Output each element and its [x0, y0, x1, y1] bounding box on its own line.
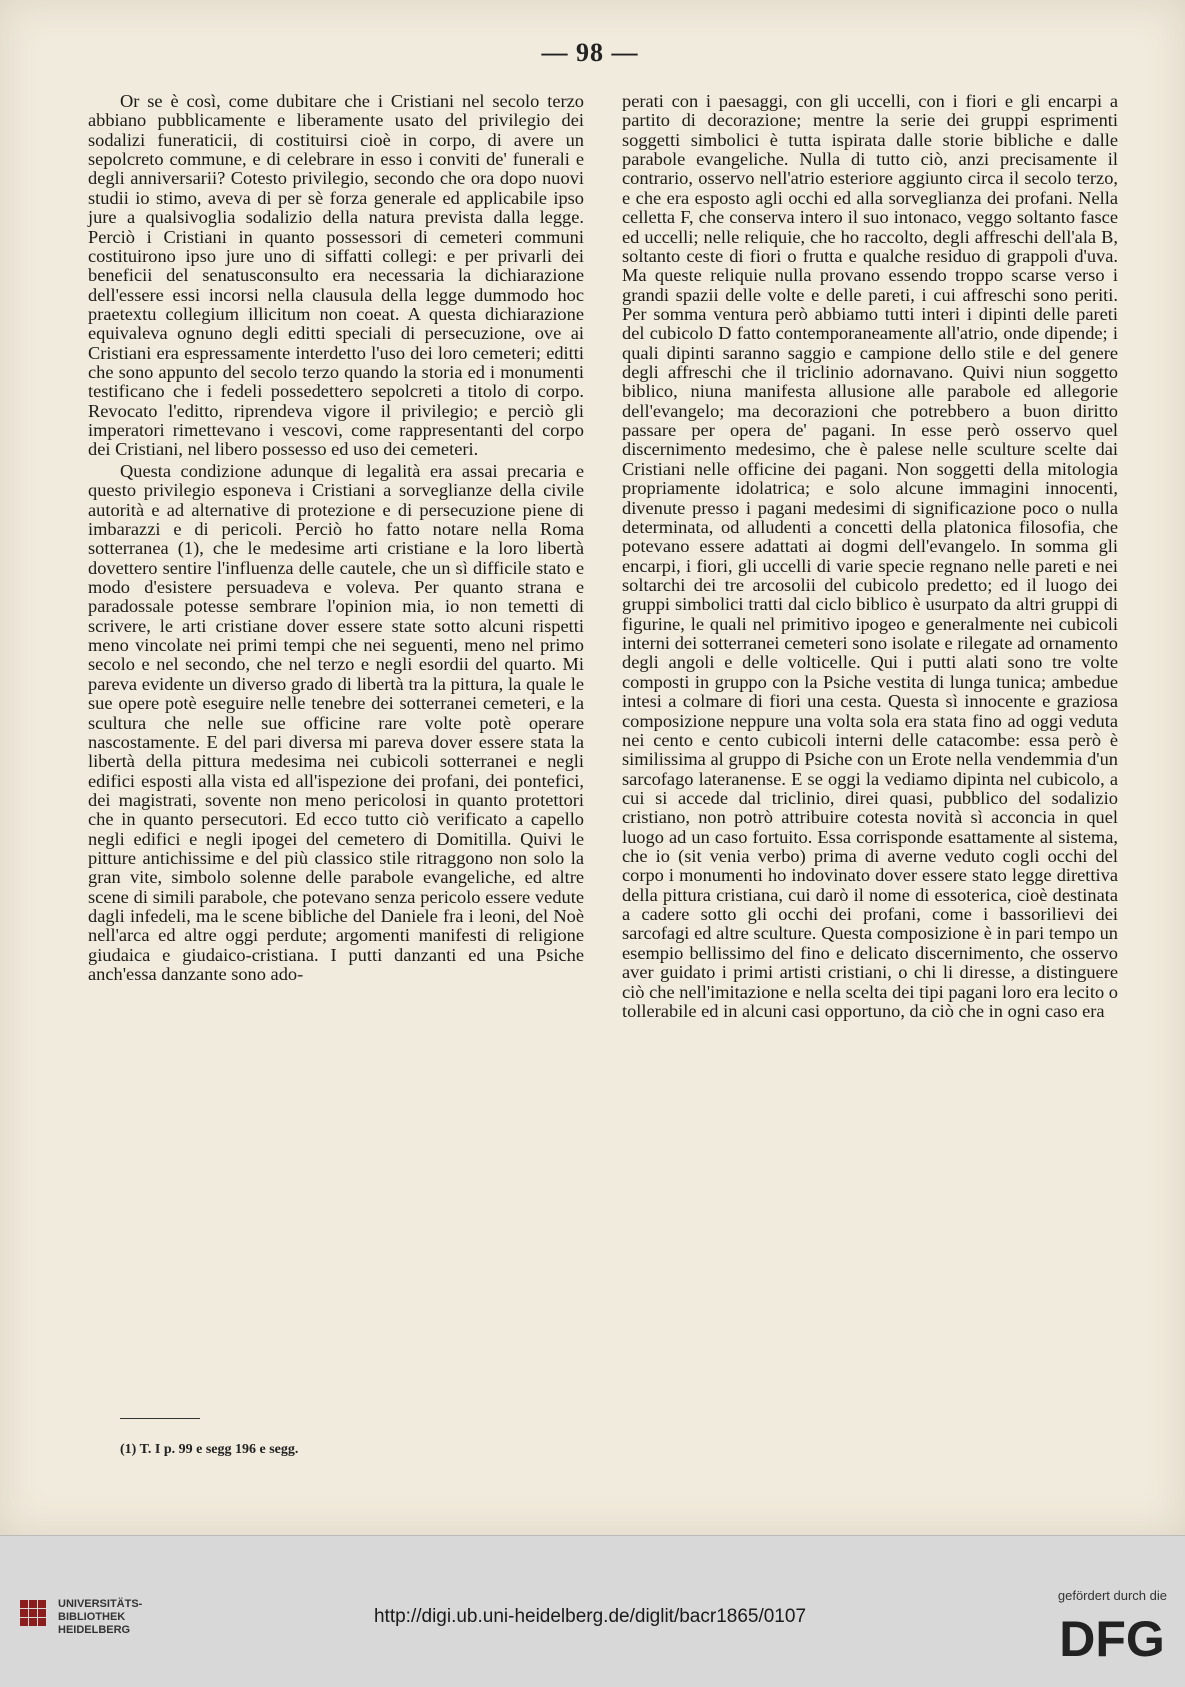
source-url-link[interactable]: http://digi.ub.uni-heidelberg.de/diglit/bacr1865/0107	[373, 1606, 807, 1627]
svg-text:DFG: DFG	[1059, 1611, 1165, 1664]
dfg-logo-icon	[1057, 1610, 1167, 1664]
funded-by-label: gefördert durch die	[1057, 1588, 1167, 1603]
right-column	[622, 92, 1118, 1021]
footnote-rule	[120, 1418, 200, 1419]
paragraph: Questa condizione adunque di legalità era assai precaria e questo privilegio esponeva i Cristiani a sorveglianze della civile autorità e ad alternative di protezione e di persecuzione piene di imbarazzi e di pericoli. Perciò ho fatto notare nella Roma sotterranea (1), che le medesime arti cristiane e la loro libertà dovettero sentire l'influenza delle cautele, che un sì difficile stato e modo d'esistere persuadeva e voleva. Per quanto strana e paradossale potesse sembrare l'opinion mia, io non temetti di scrivere, le arti cristiane dover essere state sotto alcuni rispetti meno vincolate nei primi tempi che nei seguenti, meno nel primo secolo e nel secondo, che nel terzo e negli esordii del quarto. Mi pareva evidente un diverso grado di libertà tra la pittura, la quale le sue opere potè eseguire nelle tenebre dei sotterranei cemeteri, e la scultura che nelle sue officine rare volte potè operare nascostamente. E del pari diversa mi pareva dover essere stata la libertà della pittura medesima nei cubicoli sotterranei e negli edifici esposti alla vista ed all'ispezione dei profani, dei pontefici, dei magistrati, sovente non meno pericolosi in quanto protettori che in quanto persecutori. Ed ecco tutto ciò verificato a capello negli edifici e negli ipogei del cemetero di Domitilla. Quivi le pitture antichissime e del più classico stile ritraggono non solo la gran vite, simbolo solenne delle parabole evangeliche, ed altre scene di simili parabole, che potevano senza pericolo essere vedute dagli infedeli, ma le scene bibliche del Daniele fra i leoni, del Noè nell'arca ed altre oggi perdute; argomenti manifesti di religione giudaica e giudaico-cristiana. I putti danzanti ed una Psiche anch'essa danzante sono ado-	[88, 460, 584, 985]
footnote: (1) T. I p. 99 e segg 196 e segg.	[120, 1442, 299, 1457]
paragraph: Or se è così, come dubitare che i Cristiani nel secolo terzo abbiano pubblicamente e liberamente usato del privilegio dei sodalizi funeraticii, di costituirsi cioè in corpo, di avere un sepolcreto commune, e di celebrare in esso i conviti de' funerali e degli anniversarii? Cotesto privilegio, secondo che ora dopo nuovi studii io stimo, aveva di per sè forza generale ed applicabile ipso jure a qualsivoglia sodalizio della natura prevista dalla legge. Perciò i Cristiani in quanto possessori di cemeteri communi costituirono ipso jure uno di siffatti collegi: e per privarli dei beneficii del senatusconsulto era necessaria la dichiarazione dell'essere essi incorsi nella clausula della legge dummodo hoc praetextu collegium illicitum non coeat. A questa dichiarazione equivaleva ognuno degli editti speciali di persecuzione, ove ai Cristiani era espressamente interdetto l'uso dei loro cemeteri; editti che sono appunto del secolo terzo quando la storia ed i monumenti testificano che i fedeli possedettero sepolcreti a titolo di corpo. Revocato l'editto, riprendeva vigore il privilegio; e perciò gli imperatori rimettevano i vescovi, come rappresentanti del corpo dei Cristiani, nel libero possesso ed uso dei cemeteri.	[88, 91, 584, 460]
footer-bar	[0, 1535, 1185, 1687]
page-number: — 98 —	[541, 38, 639, 67]
university-logo-icon	[20, 1600, 46, 1626]
left-column	[88, 92, 584, 985]
library-name: UNIVERSITÄTS- BIBLIOTHEK HEIDELBERG	[58, 1598, 143, 1636]
paragraph: perati con i paesaggi, con gli uccelli, con i fiori e gli encarpi a partito di decorazione; mentre la serie dei gruppi esprimenti soggetti simbolici è tutta ispirata dalle storie bibliche e dalle parabole evangeliche. Nulla di tutto ciò, anzi precisamente il contrario, osservo nell'atrio esteriore aggiunto circa il secolo terzo, e che era esposto agli occhi ed alla sorveglianza dei profani. Nella celletta F, che conserva intero il suo intonaco, veggo soltanto fasce ed uccelli; nelle reliquie, che ho raccolto, degli affreschi dell'ala B, soltanto ceste di fiori o frutta e qualche residuo di grappoli d'uva. Ma queste reliquie nulla provano essendo troppo scarse verso i grandi spazii delle volte e delle pareti, i cui affreschi sono periti. Per somma ventura però abbiamo tutti interi i dipinti delle pareti del cubicolo D fatto contemporaneamente all'atrio, onde dipende; i quali dipinti saranno saggio e campione dello stile e del genere degli affreschi che il triclinio adornavano. Quivi niun soggetto biblico, niuna manifesta allusione alle parabole ed allegorie dell'evangelo; ma decorazioni che potrebbero a buon diritto passare per opera de' pagani. In esse però osservo quel discernimento medesimo, che è palese nelle sculture scelte dai Cristiani nelle officine dei pagani. Non soggetti della mitologia propriamente idolatrica; e solo alcune immagini innocenti, divenute presso i pagani medesimi di significazione poco o nulla determinata, od alludenti a concetti della platonica filosofia, che potevano essere adattati ai dogmi dell'evangelo. In somma gli encarpi, i fiori, gli uccelli di varie specie regnano nelle pareti e nei soltarchi dei tre arcosolii del cubicolo predetto; ed il luogo dei gruppi simbolici tratti dal ciclo biblico è usurpato da altri gruppi di figurine, le quali nel primitivo ipogeo e generalmente nei cubicoli interni dei sotterranei cemeteri sono isolate e rilegate ad ornamento degli angoli e delle volticelle. Qui i putti alati sono tre volte composti in gruppo con la Psiche vestita di lunga tunica; ambedue intesi a colmare di fiori una cesta. Questa sì innocente e graziosa composizione neppure una volta sola era stata fino ad oggi veduta nei cento e cento cubicoli interni delle catacombe: essa però è similissima al gruppo di Psiche con un Erote nella vendemmia d'un sarcofago lateranense. E se oggi la vediamo dipinta nel cubicolo, a cui si accede dal triclinio, direi quasi, pubblico del sodalizio cristiano, non potrò attribuire cotesta novità sì acconcia in quel luogo ad un caso fortuito. Essa corrisponde esattamente al sistema, che io (sit venia verbo) prima di averne veduto cogli occhi del corpo i monumenti ho indovinato dover essere stato legge direttiva della pittura cristiana, cui darò il nome di essoterica, cioè destinata a cadere sotto gli occhi dei profani, come i bassorilievi dei sarcofagi ed altre sculture. Questa composizione è in pari tempo un esempio bellissimo del fino e delicato discernimento, che osservo aver guidato i primi artisti cristiani, o chi li diresse, a distinguere ciò che nell'imitazione e nella scelta dei tipi pagani loro era lecito o tollerabile ed in alcuni casi opportuno, da ciò che in ogni caso era	[622, 91, 1118, 1021]
